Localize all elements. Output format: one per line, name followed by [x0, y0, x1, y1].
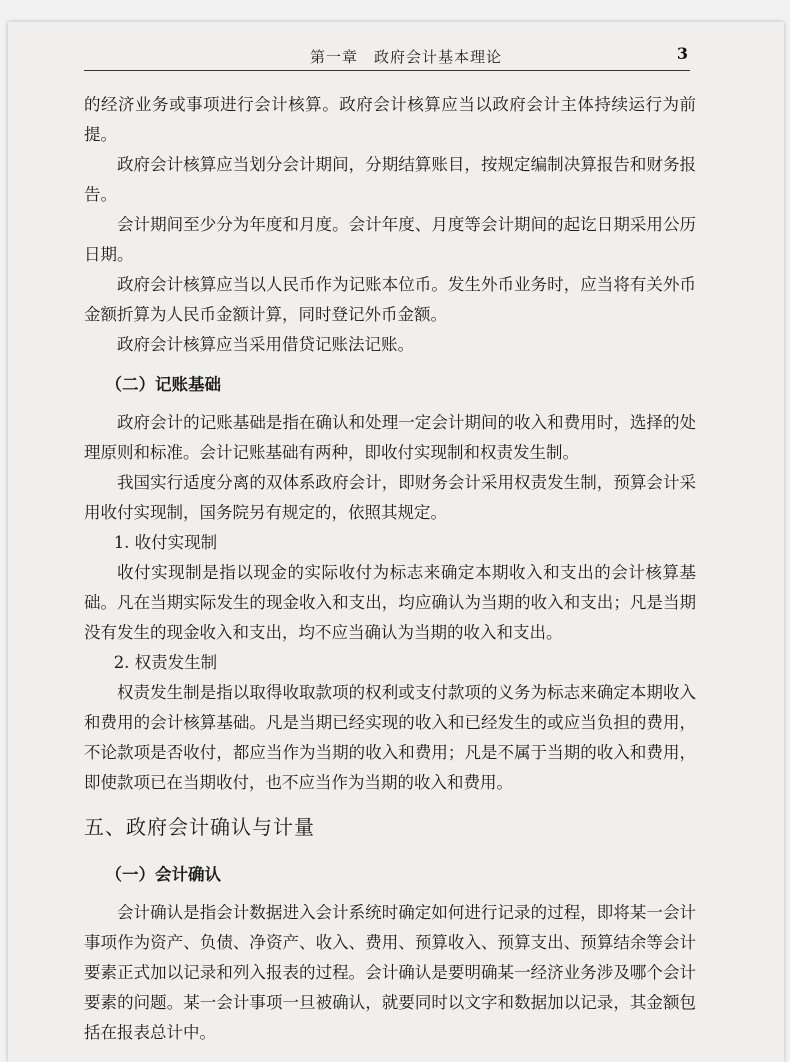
paragraph: 政府会计核算应当采用借贷记账法记账。 — [117, 335, 414, 354]
paragraph: 我国实行适度分离的双体系政府会计，即财务会计采用权责发生制，预算会计采用收付实现制，国务院另有规定的，依照其规定。 — [84, 473, 696, 522]
paragraph: 权责发生制是指以取得收取款项的权利或支付款项的义务为标志来确定本期收入和费用的会计核算基础。凡是当期已经实现的收入和已经发生的或应当负担的费用，不论款项是否收付，都应当作为当期的收入和费用；凡是不属于当期的收入和费用，即使款项已在当期收付，也不应当作为当期的收入和费用。 — [84, 683, 696, 792]
paragraph: 收付实现制是指以现金的实际收付为标志来确定本期收入和支出的会计核算基础。凡在当期实际发生的现金收入和支出，均应确认为当期的收入和支出；凡是当期没有发生的现金收入和支出，均不应当确认为当期的收入和支出。 — [84, 563, 696, 642]
subsection-heading: （一）会计确认 — [105, 865, 221, 884]
paragraph: 政府会计的记账基础是指在确认和处理一定会计期间的收入和费用时，选择的处理原则和标准。会计记账基础有两种，即收付实现制和权责发生制。 — [84, 413, 696, 462]
paragraph: 会计期间至少分为年度和月度。会计年度、月度等会计期间的起讫日期采用公历日期。 — [84, 215, 696, 264]
book-page — [8, 22, 784, 1062]
chapter-title: 第一章 政府会计基本理论 — [310, 48, 503, 66]
section-heading: 五、政府会计确认与计量 — [84, 815, 315, 839]
page-number: 3 — [676, 44, 688, 63]
list-item-heading: 2. 权责发生制 — [113, 653, 218, 672]
running-header — [84, 42, 690, 71]
paragraph: 政府会计核算应当以人民币作为记账本位币。发生外币业务时，应当将有关外币金额折算为人民币金额计算，同时登记外币金额。 — [84, 275, 696, 324]
paragraph: 政府会计核算应当划分会计期间，分期结算账目，按规定编制决算报告和财务报告。 — [84, 155, 696, 204]
paragraph: 的经济业务或事项进行会计核算。政府会计核算应当以政府会计主体持续运行为前提。 — [84, 95, 696, 144]
subsection-heading: （二）记账基础 — [105, 375, 221, 394]
body-text — [84, 90, 696, 1048]
paragraph: 会计确认是指会计数据进入会计系统时确定如何进行记录的过程，即将某一会计事项作为资产、负债、净资产、收入、费用、预算收入、预算支出、预算结余等会计要素正式加以记录和列入报表的过程。会计确认是要明确某一经济业务涉及哪个会计要素的问题。某一会计事项一旦被确认，就要同时以文字和数据加以记录，其金额包括在报表总计中。 — [84, 903, 696, 1042]
list-item-heading: 1. 收付实现制 — [113, 533, 218, 552]
